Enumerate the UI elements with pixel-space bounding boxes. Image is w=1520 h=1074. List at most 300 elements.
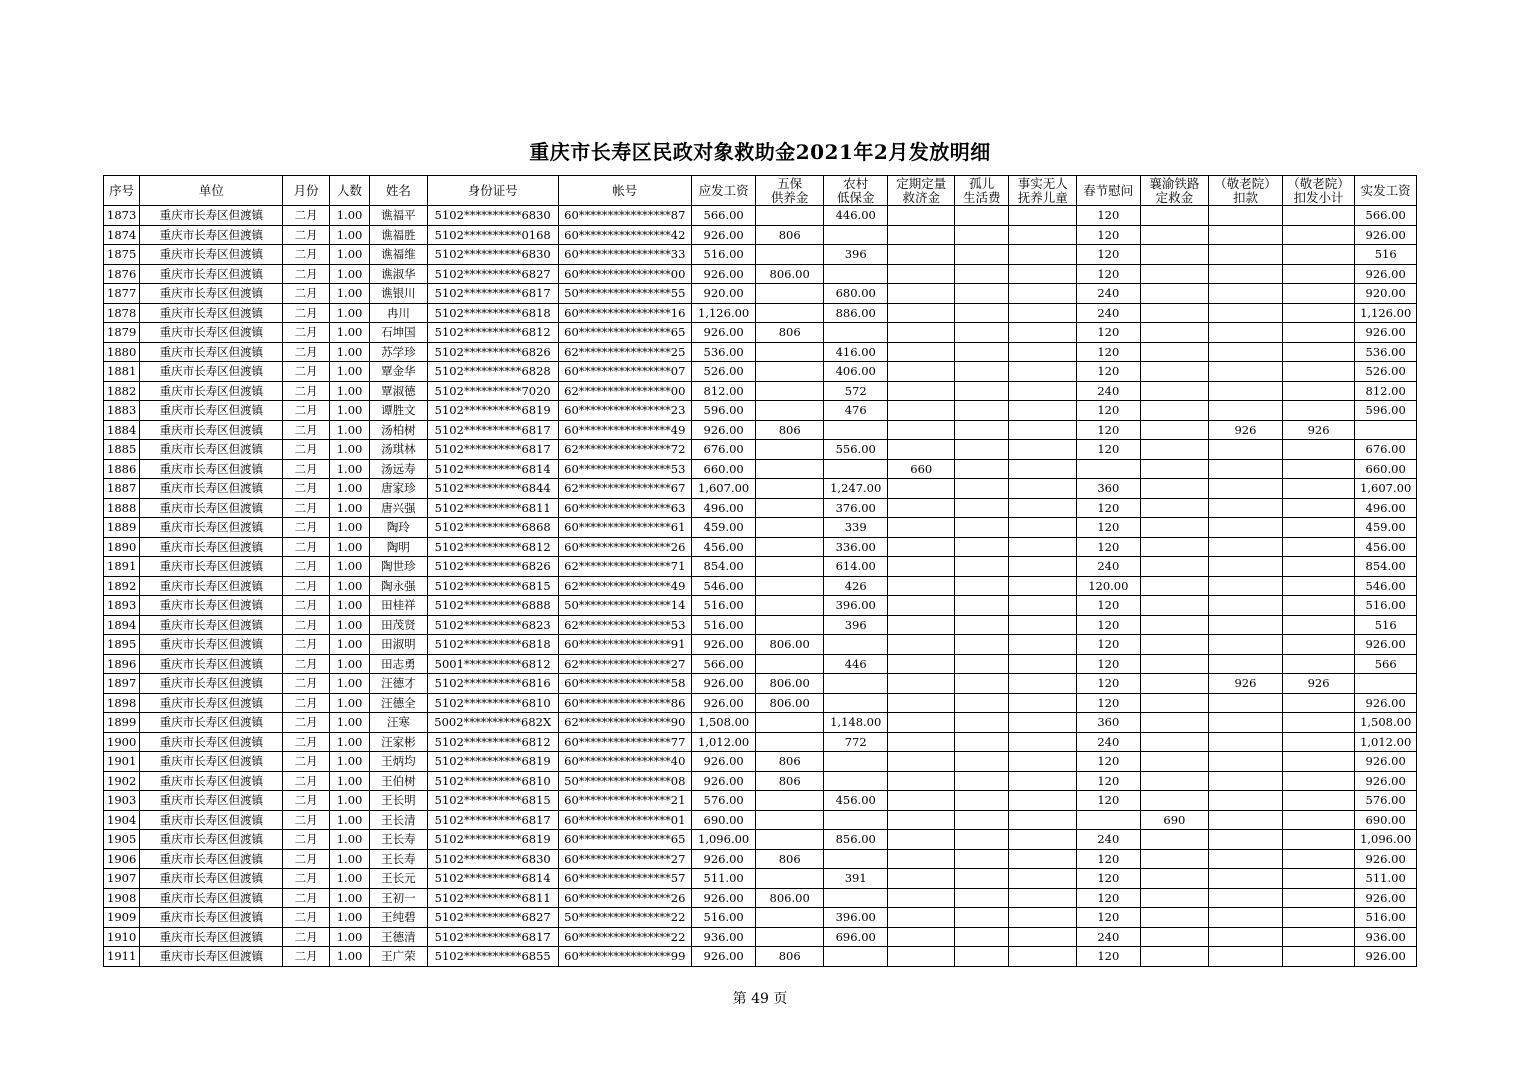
col-gross-pay-cell: 1,508.00 — [691, 713, 756, 733]
col-unsupported-children-cell — [1009, 245, 1077, 265]
col-id-number-cell: 5001**********6812 — [427, 654, 558, 674]
col-orphan-living-cell — [955, 927, 1009, 947]
col-spring-festival-cell: 120 — [1077, 615, 1141, 635]
col-unit-cell: 重庆市长寿区但渡镇 — [140, 440, 283, 460]
col-fixed-relief-cell — [888, 596, 955, 616]
col-xiangyu-railway-cell — [1140, 635, 1209, 655]
col-rural-subsistence-cell: 396 — [823, 615, 888, 635]
col-index-cell: 1901 — [104, 752, 140, 772]
col-five-guarantee-cell — [756, 576, 824, 596]
col-nursing-home-subtotal-cell — [1282, 381, 1355, 401]
col-five-guarantee-cell — [756, 791, 824, 811]
col-month-cell: 二月 — [283, 888, 329, 908]
col-xiangyu-railway-cell — [1140, 362, 1209, 382]
col-fixed-relief-header: 定期定量 救济金 — [888, 176, 955, 206]
col-month-cell: 二月 — [283, 264, 329, 284]
col-account-cell: 60****************27 — [558, 849, 691, 869]
col-unit-cell: 重庆市长寿区但渡镇 — [140, 947, 283, 967]
col-fixed-relief-cell — [888, 225, 955, 245]
col-rural-subsistence-cell — [823, 264, 888, 284]
col-account-cell: 60****************21 — [558, 791, 691, 811]
col-gross-pay-cell: 1,607.00 — [691, 479, 756, 499]
col-rural-subsistence-cell: 680.00 — [823, 284, 888, 304]
col-month-cell: 二月 — [283, 557, 329, 577]
col-nursing-home-subtotal-cell — [1282, 615, 1355, 635]
col-spring-festival-cell: 120 — [1077, 771, 1141, 791]
col-account-cell: 60****************99 — [558, 947, 691, 967]
col-index-cell: 1883 — [104, 401, 140, 421]
col-count-cell: 1.00 — [329, 303, 369, 323]
col-gross-pay-cell: 496.00 — [691, 498, 756, 518]
col-fixed-relief-cell — [888, 518, 955, 538]
table-row — [104, 713, 1417, 733]
col-unsupported-children-cell — [1009, 323, 1077, 343]
table-row — [104, 810, 1417, 830]
col-nursing-home-deduction-cell — [1209, 732, 1283, 752]
col-account-cell: 62****************27 — [558, 654, 691, 674]
col-month-cell: 二月 — [283, 323, 329, 343]
col-orphan-living-cell — [955, 264, 1009, 284]
col-unsupported-children-cell — [1009, 869, 1077, 889]
col-fixed-relief-cell — [888, 849, 955, 869]
col-xiangyu-railway-cell — [1140, 771, 1209, 791]
col-xiangyu-railway-cell — [1140, 264, 1209, 284]
col-five-guarantee-cell — [756, 284, 824, 304]
col-xiangyu-railway-cell — [1140, 752, 1209, 772]
col-orphan-living-cell — [955, 635, 1009, 655]
col-gross-pay-cell: 1,096.00 — [691, 830, 756, 850]
col-net-pay-cell — [1355, 420, 1417, 440]
col-orphan-living-cell — [955, 303, 1009, 323]
col-count-cell: 1.00 — [329, 693, 369, 713]
col-name-cell: 苏学珍 — [370, 342, 427, 362]
col-spring-festival-cell: 240 — [1077, 284, 1141, 304]
col-five-guarantee-cell — [756, 206, 824, 226]
col-index-cell: 1893 — [104, 596, 140, 616]
col-xiangyu-railway-cell — [1140, 245, 1209, 265]
col-id-number-cell: 5102**********6812 — [427, 323, 558, 343]
col-nursing-home-deduction-cell — [1209, 498, 1283, 518]
col-rural-subsistence-cell: 556.00 — [823, 440, 888, 460]
col-net-pay-cell: 926.00 — [1355, 849, 1417, 869]
col-id-number-cell: 5102**********6888 — [427, 596, 558, 616]
table-row — [104, 830, 1417, 850]
col-month-cell: 二月 — [283, 674, 329, 694]
col-index-cell: 1898 — [104, 693, 140, 713]
col-index-header: 序号 — [104, 176, 140, 206]
col-net-pay-cell: 576.00 — [1355, 791, 1417, 811]
col-count-cell: 1.00 — [329, 225, 369, 245]
col-count-cell: 1.00 — [329, 342, 369, 362]
col-month-cell: 二月 — [283, 830, 329, 850]
col-spring-festival-cell: 120 — [1077, 849, 1141, 869]
col-five-guarantee-cell — [756, 869, 824, 889]
col-net-pay-cell: 566.00 — [1355, 206, 1417, 226]
col-name-cell: 王纯碧 — [370, 908, 427, 928]
col-nursing-home-deduction-cell — [1209, 596, 1283, 616]
col-nursing-home-deduction-cell — [1209, 440, 1283, 460]
table-row — [104, 362, 1417, 382]
col-name-cell: 汤柏树 — [370, 420, 427, 440]
col-five-guarantee-cell — [756, 498, 824, 518]
col-unit-cell: 重庆市长寿区但渡镇 — [140, 849, 283, 869]
col-id-number-cell: 5102**********6811 — [427, 888, 558, 908]
col-fixed-relief-cell — [888, 654, 955, 674]
col-xiangyu-railway-cell — [1140, 713, 1209, 733]
col-net-pay-header: 实发工资 — [1355, 176, 1417, 206]
col-orphan-living-cell — [955, 440, 1009, 460]
col-gross-pay-cell: 546.00 — [691, 576, 756, 596]
col-unit-header: 单位 — [140, 176, 283, 206]
col-month-header: 月份 — [283, 176, 329, 206]
col-unsupported-children-cell — [1009, 440, 1077, 460]
table-row — [104, 206, 1417, 226]
col-unit-cell: 重庆市长寿区但渡镇 — [140, 576, 283, 596]
col-nursing-home-deduction-cell — [1209, 518, 1283, 538]
col-five-guarantee-cell: 806.00 — [756, 888, 824, 908]
col-account-cell: 60****************86 — [558, 693, 691, 713]
col-name-cell: 王长寿 — [370, 849, 427, 869]
col-count-cell: 1.00 — [329, 810, 369, 830]
col-gross-pay-header: 应发工资 — [691, 176, 756, 206]
col-count-cell: 1.00 — [329, 849, 369, 869]
col-rural-subsistence-cell: 856.00 — [823, 830, 888, 850]
col-nursing-home-subtotal-cell — [1282, 908, 1355, 928]
col-account-cell: 62****************53 — [558, 615, 691, 635]
col-nursing-home-subtotal-cell — [1282, 557, 1355, 577]
col-gross-pay-cell: 516.00 — [691, 615, 756, 635]
col-index-cell: 1909 — [104, 908, 140, 928]
col-gross-pay-cell: 690.00 — [691, 810, 756, 830]
col-net-pay-cell: 516.00 — [1355, 908, 1417, 928]
table-row — [104, 459, 1417, 479]
col-five-guarantee-cell — [756, 908, 824, 928]
col-nursing-home-deduction-cell — [1209, 810, 1283, 830]
col-index-cell: 1882 — [104, 381, 140, 401]
col-orphan-living-cell — [955, 401, 1009, 421]
col-net-pay-cell: 676.00 — [1355, 440, 1417, 460]
col-net-pay-cell: 660.00 — [1355, 459, 1417, 479]
col-unsupported-children-cell — [1009, 284, 1077, 304]
col-nursing-home-deduction-cell — [1209, 713, 1283, 733]
col-unsupported-children-cell — [1009, 635, 1077, 655]
col-name-cell: 王伯树 — [370, 771, 427, 791]
col-net-pay-cell: 566 — [1355, 654, 1417, 674]
col-id-number-cell: 5102**********6812 — [427, 537, 558, 557]
col-gross-pay-cell: 526.00 — [691, 362, 756, 382]
col-spring-festival-cell: 240 — [1077, 557, 1141, 577]
col-fixed-relief-cell — [888, 869, 955, 889]
col-rural-subsistence-cell: 1,148.00 — [823, 713, 888, 733]
col-month-cell: 二月 — [283, 615, 329, 635]
col-nursing-home-deduction-cell — [1209, 342, 1283, 362]
col-nursing-home-subtotal-cell — [1282, 498, 1355, 518]
col-month-cell: 二月 — [283, 518, 329, 538]
col-xiangyu-railway-cell — [1140, 557, 1209, 577]
col-index-cell: 1896 — [104, 654, 140, 674]
col-unsupported-children-cell — [1009, 810, 1077, 830]
col-five-guarantee-cell: 806 — [756, 849, 824, 869]
col-unit-cell: 重庆市长寿区但渡镇 — [140, 713, 283, 733]
col-month-cell: 二月 — [283, 810, 329, 830]
col-nursing-home-subtotal-cell — [1282, 869, 1355, 889]
col-nursing-home-subtotal-cell — [1282, 206, 1355, 226]
col-xiangyu-railway-cell — [1140, 303, 1209, 323]
col-rural-subsistence-cell: 416.00 — [823, 342, 888, 362]
col-index-cell: 1897 — [104, 674, 140, 694]
col-fixed-relief-cell — [888, 615, 955, 635]
col-net-pay-cell: 526.00 — [1355, 362, 1417, 382]
col-nursing-home-deduction-cell — [1209, 381, 1283, 401]
col-unit-cell: 重庆市长寿区但渡镇 — [140, 869, 283, 889]
col-account-cell: 60****************01 — [558, 810, 691, 830]
col-count-cell: 1.00 — [329, 947, 369, 967]
col-rural-subsistence-cell — [823, 323, 888, 343]
col-fixed-relief-cell — [888, 810, 955, 830]
col-nursing-home-subtotal-cell — [1282, 245, 1355, 265]
table-row — [104, 518, 1417, 538]
col-xiangyu-railway-cell: 690 — [1140, 810, 1209, 830]
col-nursing-home-subtotal-cell — [1282, 635, 1355, 655]
col-unit-cell: 重庆市长寿区但渡镇 — [140, 342, 283, 362]
col-fixed-relief-cell — [888, 947, 955, 967]
col-five-guarantee-cell — [756, 713, 824, 733]
col-id-number-cell: 5102**********6830 — [427, 849, 558, 869]
col-unit-cell: 重庆市长寿区但渡镇 — [140, 537, 283, 557]
col-index-cell: 1903 — [104, 791, 140, 811]
col-name-cell: 王长寿 — [370, 830, 427, 850]
col-count-cell: 1.00 — [329, 362, 369, 382]
col-unsupported-children-cell — [1009, 713, 1077, 733]
col-id-number-cell: 5102**********6810 — [427, 771, 558, 791]
relief-fund-table — [103, 175, 1417, 967]
col-fixed-relief-cell — [888, 713, 955, 733]
col-name-cell: 冉川 — [370, 303, 427, 323]
col-unsupported-children-cell — [1009, 225, 1077, 245]
col-fixed-relief-cell — [888, 420, 955, 440]
table-row — [104, 654, 1417, 674]
col-count-cell: 1.00 — [329, 479, 369, 499]
page-number: 第 49 页 — [732, 991, 788, 1007]
col-five-guarantee-cell — [756, 342, 824, 362]
col-unit-cell: 重庆市长寿区但渡镇 — [140, 732, 283, 752]
col-id-number-cell: 5002**********682X — [427, 713, 558, 733]
table-row — [104, 791, 1417, 811]
col-rural-subsistence-cell — [823, 947, 888, 967]
col-nursing-home-subtotal-cell — [1282, 752, 1355, 772]
col-net-pay-cell: 596.00 — [1355, 401, 1417, 421]
col-name-cell: 谯银川 — [370, 284, 427, 304]
col-fixed-relief-cell — [888, 245, 955, 265]
page-title: 重庆市长寿区民政对象救助金2021年2月发放明细 — [529, 140, 991, 164]
col-nursing-home-subtotal-cell — [1282, 342, 1355, 362]
col-id-number-header: 身份证号 — [427, 176, 558, 206]
col-fixed-relief-cell — [888, 927, 955, 947]
col-net-pay-cell: 926.00 — [1355, 264, 1417, 284]
col-account-cell: 62****************71 — [558, 557, 691, 577]
col-gross-pay-cell: 812.00 — [691, 381, 756, 401]
col-count-cell: 1.00 — [329, 206, 369, 226]
col-rural-subsistence-cell: 391 — [823, 869, 888, 889]
col-five-guarantee-cell — [756, 732, 824, 752]
col-index-cell: 1904 — [104, 810, 140, 830]
col-id-number-cell: 5102**********6819 — [427, 752, 558, 772]
col-gross-pay-cell: 566.00 — [691, 206, 756, 226]
col-orphan-living-cell — [955, 752, 1009, 772]
col-index-cell: 1902 — [104, 771, 140, 791]
table-row — [104, 732, 1417, 752]
table-row — [104, 849, 1417, 869]
col-net-pay-cell: 926.00 — [1355, 771, 1417, 791]
col-xiangyu-railway-cell — [1140, 869, 1209, 889]
col-id-number-cell: 5102**********6823 — [427, 615, 558, 635]
col-fixed-relief-cell: 660 — [888, 459, 955, 479]
col-spring-festival-cell: 120 — [1077, 518, 1141, 538]
col-nursing-home-subtotal-cell — [1282, 693, 1355, 713]
col-unit-cell: 重庆市长寿区但渡镇 — [140, 518, 283, 538]
col-gross-pay-cell: 926.00 — [691, 635, 756, 655]
col-nursing-home-subtotal-cell — [1282, 401, 1355, 421]
col-rural-subsistence-header: 农村 低保金 — [823, 176, 888, 206]
col-unsupported-children-cell — [1009, 791, 1077, 811]
col-name-cell: 覃金华 — [370, 362, 427, 382]
col-index-cell: 1890 — [104, 537, 140, 557]
col-nursing-home-deduction-cell — [1209, 869, 1283, 889]
col-five-guarantee-cell — [756, 830, 824, 850]
col-xiangyu-railway-cell — [1140, 206, 1209, 226]
col-rural-subsistence-cell: 572 — [823, 381, 888, 401]
table-row — [104, 693, 1417, 713]
col-gross-pay-cell: 926.00 — [691, 752, 756, 772]
col-five-guarantee-cell: 806 — [756, 752, 824, 772]
col-gross-pay-cell: 676.00 — [691, 440, 756, 460]
col-xiangyu-railway-cell — [1140, 674, 1209, 694]
col-net-pay-cell: 926.00 — [1355, 888, 1417, 908]
col-month-cell: 二月 — [283, 849, 329, 869]
col-index-cell: 1911 — [104, 947, 140, 967]
col-unsupported-children-cell — [1009, 849, 1077, 869]
col-account-cell: 60****************23 — [558, 401, 691, 421]
col-nursing-home-subtotal-cell — [1282, 947, 1355, 967]
col-fixed-relief-cell — [888, 752, 955, 772]
col-five-guarantee-cell — [756, 537, 824, 557]
col-five-guarantee-cell: 806 — [756, 947, 824, 967]
col-unit-cell: 重庆市长寿区但渡镇 — [140, 791, 283, 811]
col-rural-subsistence-cell: 426 — [823, 576, 888, 596]
table-row — [104, 284, 1417, 304]
col-unit-cell: 重庆市长寿区但渡镇 — [140, 615, 283, 635]
col-id-number-cell: 5102**********6826 — [427, 557, 558, 577]
col-unsupported-children-cell — [1009, 752, 1077, 772]
col-account-cell: 60****************49 — [558, 420, 691, 440]
col-unsupported-children-cell — [1009, 908, 1077, 928]
col-nursing-home-deduction-cell — [1209, 206, 1283, 226]
col-id-number-cell: 5102**********6815 — [427, 791, 558, 811]
col-xiangyu-railway-cell — [1140, 908, 1209, 928]
col-five-guarantee-cell — [756, 459, 824, 479]
col-nursing-home-deduction-cell — [1209, 459, 1283, 479]
table-row — [104, 557, 1417, 577]
col-account-cell: 60****************53 — [558, 459, 691, 479]
col-index-cell: 1877 — [104, 284, 140, 304]
col-unsupported-children-cell — [1009, 557, 1077, 577]
col-unit-cell: 重庆市长寿区但渡镇 — [140, 654, 283, 674]
col-name-cell: 汪德全 — [370, 693, 427, 713]
col-gross-pay-cell: 536.00 — [691, 342, 756, 362]
col-unsupported-children-cell — [1009, 479, 1077, 499]
col-nursing-home-deduction-cell — [1209, 830, 1283, 850]
col-month-cell: 二月 — [283, 791, 329, 811]
col-nursing-home-subtotal-cell — [1282, 323, 1355, 343]
col-unsupported-children-cell — [1009, 401, 1077, 421]
col-nursing-home-subtotal-cell — [1282, 479, 1355, 499]
col-month-cell: 二月 — [283, 459, 329, 479]
col-unsupported-children-cell — [1009, 927, 1077, 947]
col-unsupported-children-cell — [1009, 381, 1077, 401]
col-name-cell: 陶永强 — [370, 576, 427, 596]
col-index-cell: 1886 — [104, 459, 140, 479]
col-gross-pay-cell: 926.00 — [691, 420, 756, 440]
col-gross-pay-cell: 926.00 — [691, 888, 756, 908]
col-spring-festival-cell: 240 — [1077, 303, 1141, 323]
col-xiangyu-railway-cell — [1140, 888, 1209, 908]
col-index-cell: 1876 — [104, 264, 140, 284]
col-nursing-home-subtotal-cell — [1282, 732, 1355, 752]
col-fixed-relief-cell — [888, 440, 955, 460]
col-orphan-living-cell — [955, 537, 1009, 557]
col-net-pay-cell: 920.00 — [1355, 284, 1417, 304]
col-spring-festival-cell: 360 — [1077, 479, 1141, 499]
col-nursing-home-deduction-cell — [1209, 537, 1283, 557]
col-rural-subsistence-cell — [823, 420, 888, 440]
col-name-cell: 王初一 — [370, 888, 427, 908]
col-xiangyu-railway-cell — [1140, 401, 1209, 421]
col-month-cell: 二月 — [283, 869, 329, 889]
col-xiangyu-railway-cell — [1140, 576, 1209, 596]
col-orphan-living-cell — [955, 498, 1009, 518]
col-unsupported-children-cell — [1009, 576, 1077, 596]
col-name-cell: 田桂祥 — [370, 596, 427, 616]
col-gross-pay-cell: 516.00 — [691, 245, 756, 265]
col-account-cell: 50****************08 — [558, 771, 691, 791]
col-count-cell: 1.00 — [329, 927, 369, 947]
col-index-cell: 1874 — [104, 225, 140, 245]
col-xiangyu-railway-cell — [1140, 830, 1209, 850]
col-gross-pay-cell: 1,126.00 — [691, 303, 756, 323]
col-fixed-relief-cell — [888, 635, 955, 655]
col-count-cell: 1.00 — [329, 596, 369, 616]
col-five-guarantee-cell — [756, 401, 824, 421]
col-spring-festival-cell: 120 — [1077, 225, 1141, 245]
col-unit-cell: 重庆市长寿区但渡镇 — [140, 830, 283, 850]
col-month-cell: 二月 — [283, 245, 329, 265]
col-id-number-cell: 5102**********6814 — [427, 869, 558, 889]
col-name-cell: 汪寒 — [370, 713, 427, 733]
col-spring-festival-cell: 240 — [1077, 381, 1141, 401]
col-nursing-home-subtotal-cell — [1282, 440, 1355, 460]
col-month-cell: 二月 — [283, 732, 329, 752]
col-nursing-home-deduction-cell — [1209, 284, 1283, 304]
col-account-cell: 62****************49 — [558, 576, 691, 596]
col-gross-pay-cell: 516.00 — [691, 596, 756, 616]
col-name-cell: 陶玲 — [370, 518, 427, 538]
col-count-cell: 1.00 — [329, 654, 369, 674]
col-xiangyu-railway-cell — [1140, 615, 1209, 635]
col-nursing-home-deduction-cell — [1209, 401, 1283, 421]
col-name-cell: 石坤国 — [370, 323, 427, 343]
col-five-guarantee-cell — [756, 654, 824, 674]
col-account-cell: 62****************25 — [558, 342, 691, 362]
